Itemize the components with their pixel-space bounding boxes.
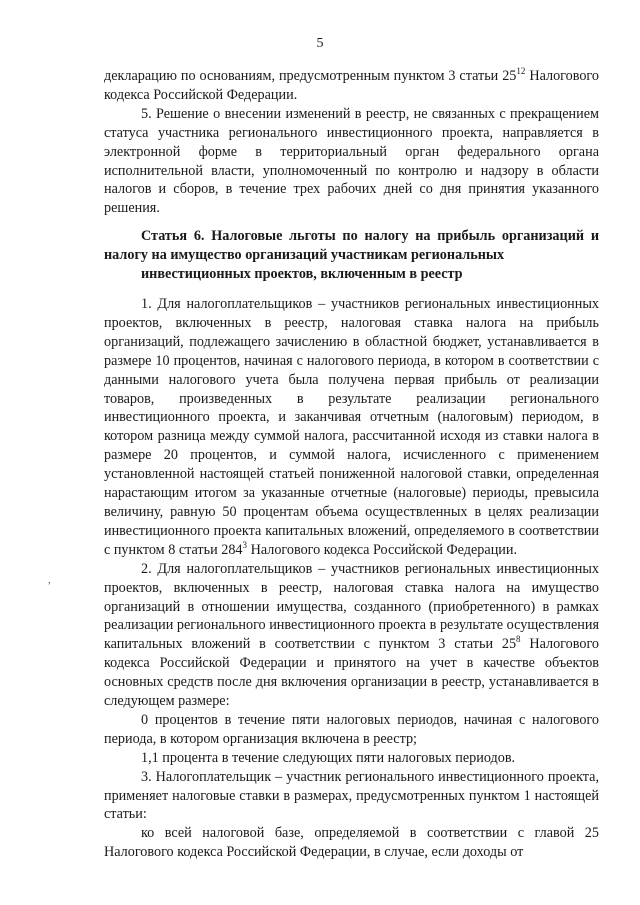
paragraph-1 <box>104 295 599 560</box>
paragraph-3: 3. Налогоплательщик – участник регионального инвестиционного проекта, применяет налоговые ставки в размерах, предусмотренных пунктом 1 настоящей статьи: <box>104 768 599 823</box>
continuation-superscript: 12 <box>516 66 526 76</box>
paragraph-2-superscript: 8 <box>516 634 521 645</box>
body-text-main <box>104 295 599 862</box>
continuation-text-end: Налогового кодекса Российской Федерации. <box>104 68 599 103</box>
article-heading <box>104 227 599 284</box>
article-heading-main: Статья 6. Налоговые льготы по налогу на прибыль организаций и налогу на имущество организаций участникам региональных <box>104 228 599 263</box>
body-text-top <box>104 67 599 218</box>
paragraph-2-text: 2. Для налогоплательщиков – участников региональных инвестиционных проектов, включенных в реестр, налоговая ставка налога на имущество организаций в отношении имущества, созданного (приобретенного) в рамках реализации регионального инвестиционного проекта в результате осуществления капитальных вложений в соответствии с пунктом 3 статьи 25 <box>104 560 599 653</box>
margin-mark: , <box>48 574 51 586</box>
article-6-heading <box>104 227 599 284</box>
continuation-text: декларацию по основаниям, предусмотренным пунктом 3 статьи 25 <box>104 68 517 84</box>
paragraph-2 <box>104 560 599 711</box>
item-5-paragraph: 5. Решение о внесении изменений в реестр, не связанных с прекращением статуса участника регионального инвестиционного проекта, направляется в электронной форме в территориальный орган федерального органа исполнительной власти, уполномоченный по контролю и надзору в области налогов и сборов, в течение трех рабочих дней со дня принятия указанного решения. <box>104 105 599 217</box>
paragraph-1-superscript: 3 <box>242 539 248 550</box>
rate-item-2: 1,1 процента в течение следующих пяти налоговых периодов. <box>141 749 516 766</box>
continuation-paragraph <box>104 67 599 105</box>
paragraph-1-text: 1. Для налогоплательщиков – участников региональных инвестиционных проектов, включенных в реестр, налоговая ставка налога на прибыль организаций, подлежащего зачислению в областной бюджет, устанавливается в размере 10 процентов, начиная с налогового периода, в котором в соответствии с данными налогового учета была получена первая прибыль от реализации товаров, произведенных в результате реализации регионального инвестиционного проекта, и заканчивая отчетным (налоговым) периодом, в котором разница между суммой налога, рассчитанной исходя из ставки налога в размере 20 процентов, и суммой налога, исчисленного с применением установленной настоящей статьей пониженной налоговой ставки, определенная нарастающим итогом за указанные отчетные (налоговые) периоды, превысила величину, равную 50 процентам объема осуществленных в целях реализации инвестиционного проекта капитальных вложений, определяемого в соответствии с пунктом 8 статьи 284 <box>104 296 599 558</box>
article-heading-last-line: инвестиционных проектов, включенным в реестр <box>141 265 463 282</box>
rate-item-1: 0 процентов в течение пяти налоговых периодов, начиная с налогового периода, в котором организация включена в реестр; <box>104 711 599 747</box>
page-number: 5 <box>316 36 324 51</box>
paragraph-3-continuation: ко всей налоговой базе, определяемой в соответствии с главой 25 Налогового кодекса Российской Федерации, в случае, если доходы от <box>104 825 599 861</box>
paragraph-2-text-end: Налогового кодекса Российской Федерации и принятого на учет в качестве объектов основных средств после дня включения организации в реестр, устанавливается в следующем размере: <box>104 636 599 710</box>
paragraph-1-text-end: Налогового кодекса Российской Федерации. <box>247 541 518 558</box>
